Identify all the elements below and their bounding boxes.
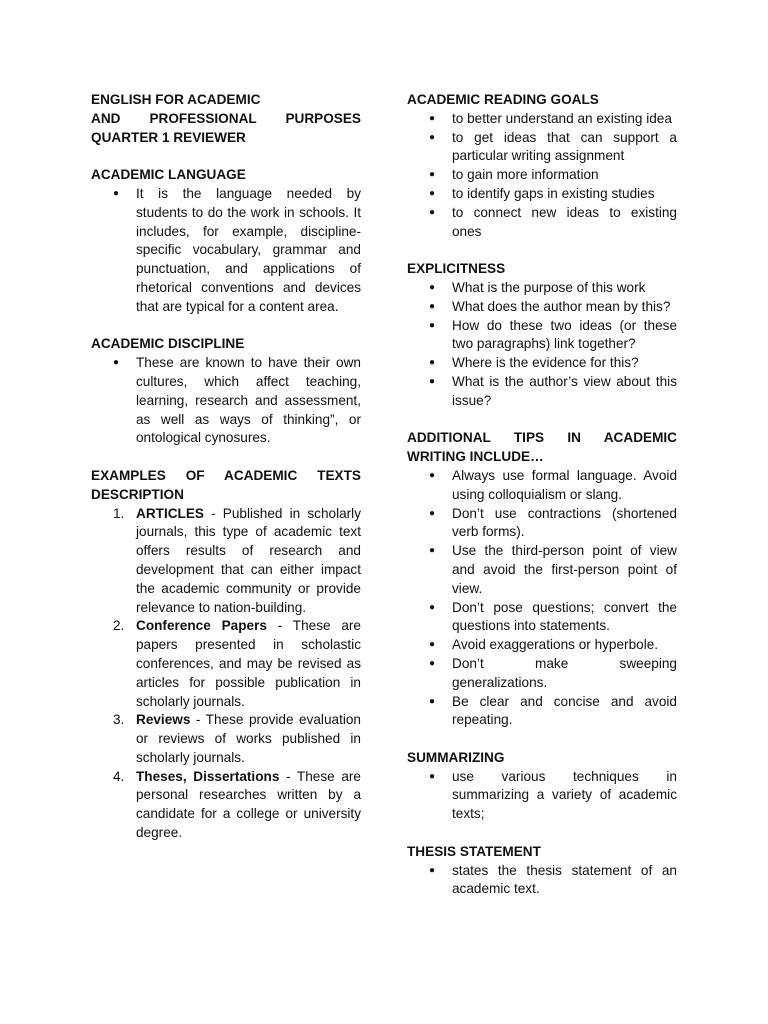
section-heading: EXPLICITNESS (407, 261, 506, 277)
title-line-2: AND PROFESSIONAL PURPOSES (91, 110, 361, 126)
bullet-list (91, 185, 361, 317)
list-item: ● Be clear and concise and avoid repeating. (429, 693, 677, 728)
section-thesis-statement (407, 843, 677, 899)
section-heading-line-1: EXAMPLES OF ACADEMIC TEXTS (91, 467, 361, 483)
numbered-list (91, 505, 361, 843)
list-item: ● Don’t pose questions; convert the questions into statements. (429, 599, 677, 634)
list-item: ● These are known to have their own cultures, which affect teaching, learning, research and assessment, as well as ways of thinking”, or ontological cynosures. (113, 355, 361, 446)
list-item: ● How do these two ideas (or these two paragraphs) link together? (429, 317, 677, 352)
section-heading: ACADEMIC LANGUAGE (91, 167, 246, 183)
list-item: ● to get ideas that can support a particular writing assignment (429, 129, 677, 164)
list-item: ● to better understand an existing idea (407, 110, 677, 129)
section-heading-line-1: ADDITIONAL TIPS IN ACADEMIC (407, 430, 677, 446)
list-item: ● Don’t use contractions (shortened verb forms). (429, 505, 677, 540)
section-explicitness (407, 260, 677, 410)
title-line-1: ENGLISH FOR ACADEMIC (91, 92, 261, 107)
bullet-icon: ● (429, 319, 436, 331)
right-column (407, 91, 677, 899)
list-item: ● Use the third-person point of view and avoid the first-person point of view. (429, 543, 677, 596)
section-examples (91, 467, 361, 843)
list-item: ● to gain more information (407, 166, 677, 185)
section-summarizing (407, 749, 677, 824)
list-item: ● Where is the evidence for this? (407, 354, 677, 373)
document-title (91, 91, 361, 147)
bullet-icon: ● (429, 206, 436, 218)
list-item: ● Don’t make sweeping generalizations. (429, 655, 677, 690)
bullet-icon: ● (429, 601, 436, 613)
section-heading-line-2: WRITING INCLUDE… (407, 449, 544, 465)
bullet-icon: ● (429, 281, 436, 293)
list-item: ● What is the purpose of this work (407, 279, 677, 298)
list-item: ● Avoid exaggerations or hyperbole. (407, 636, 677, 655)
bullet-list (407, 862, 677, 900)
list-item: ● It is the language needed by students to do the work in schools. It includes, for example, discipline-specific vocabulary, grammar and punctuation, and applications of rhetorical conventions and devices that are typical for a content area. (113, 185, 361, 314)
bullet-icon: ● (429, 112, 436, 124)
bullet-list (407, 467, 677, 730)
list-item: 3. Reviews - These provide evaluation or reviews of works published in scholarly journals. (113, 712, 361, 765)
list-item: ● What does the author mean by this? (407, 298, 677, 317)
title-line-3: QUARTER 1 REVIEWER (91, 129, 246, 145)
list-item: ● states the thesis statement of an academic text. (429, 862, 677, 897)
section-academic-language (91, 166, 361, 316)
bullet-icon: ● (429, 639, 436, 651)
bullet-icon: ● (429, 695, 436, 707)
bullet-icon: ● (429, 469, 436, 481)
list-item: ● What is the author’s view about this issue? (429, 373, 677, 408)
section-heading: THESIS STATEMENT (407, 843, 541, 859)
bullet-list (407, 279, 677, 411)
bullet-icon: ● (429, 131, 436, 143)
left-column (91, 91, 361, 843)
list-item: 4. Theses, Dissertations - These are personal researches written by a candidate for a college or university degree. (113, 768, 361, 841)
bullet-icon: ● (429, 770, 436, 782)
bullet-icon: ● (113, 187, 120, 199)
list-item: ● use various techniques in summarizing a variety of academic texts; (429, 768, 677, 822)
bullet-icon: ● (429, 657, 436, 669)
section-heading: ACADEMIC DISCIPLINE (91, 336, 245, 352)
list-item: ● Always use formal language. Avoid using colloquialism or slang. (429, 467, 677, 502)
bullet-icon: ● (429, 300, 436, 312)
section-heading-line-2: DESCRIPTION (91, 486, 184, 502)
list-item: 1. ARTICLES - Published in scholarly journals, this type of academic text offers results of research and development that can either impact the academic community or provide relevance to nation-building. (113, 505, 361, 615)
bullet-icon: ● (429, 507, 436, 519)
bullet-icon: ● (429, 187, 436, 199)
bullet-icon: ● (429, 545, 436, 557)
section-additional-tips (407, 429, 677, 730)
list-item: ● to identify gaps in existing studies (407, 185, 677, 204)
section-heading: SUMMARIZING (407, 749, 505, 765)
list-item: ● to connect new ideas to existing ones (429, 204, 677, 239)
bullet-icon: ● (429, 357, 436, 369)
section-heading: ACADEMIC READING GOALS (407, 92, 599, 107)
bullet-icon: ● (429, 169, 436, 181)
bullet-list (91, 354, 361, 448)
bullet-icon: ● (429, 864, 436, 876)
section-academic-discipline (91, 335, 361, 448)
bullet-icon: ● (113, 357, 120, 369)
bullet-icon: ● (429, 375, 436, 387)
section-reading-goals (407, 91, 677, 241)
bullet-list (407, 768, 677, 824)
list-item: 2. Conference Papers - These are papers presented in scholastic conferences, and may be revised as articles for possible publication in scholarly journals. (113, 618, 361, 709)
bullet-list (407, 110, 677, 242)
